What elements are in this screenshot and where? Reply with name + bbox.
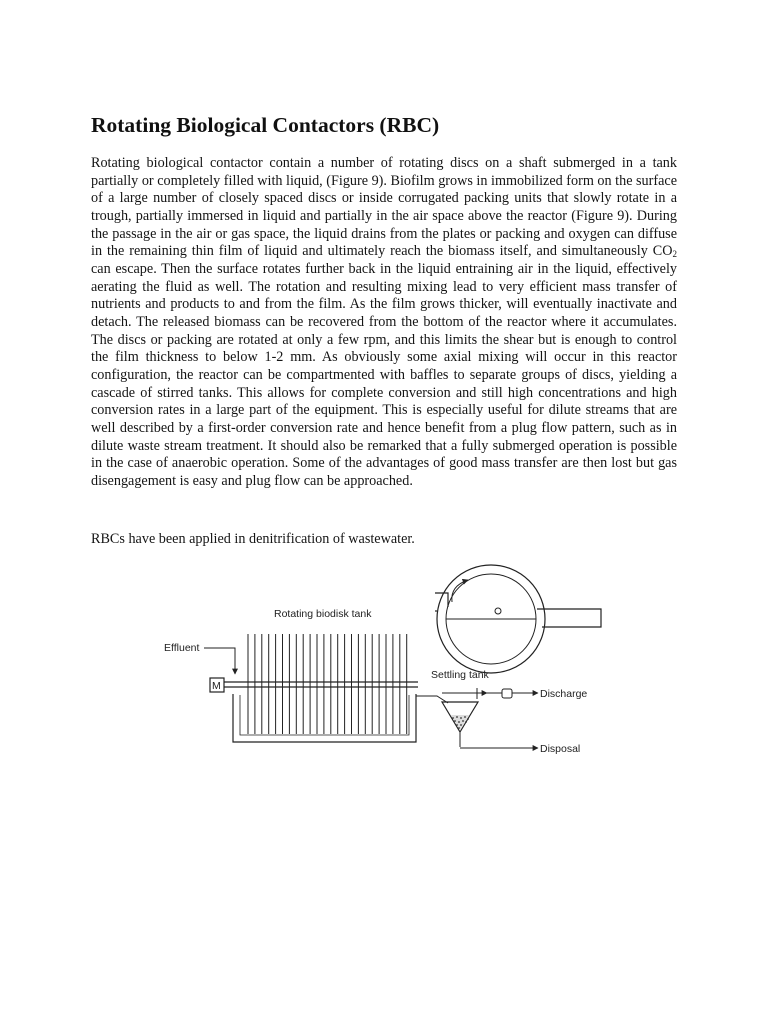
co2-subscript: 2	[672, 249, 677, 260]
settling-tank-label: Settling tank	[431, 669, 489, 681]
sediment-dot	[456, 724, 458, 726]
sediment-dot	[458, 727, 460, 729]
sediment-dot	[452, 717, 454, 719]
disc-cross-section	[435, 565, 601, 673]
sediment-dot	[456, 716, 458, 718]
sediment-dot	[465, 721, 467, 723]
sediment-dot	[467, 718, 469, 720]
disposal-label: Disposal	[540, 743, 581, 755]
shaft	[224, 682, 418, 687]
sediment-dot	[454, 720, 456, 722]
sediment-dot	[460, 724, 462, 726]
discharge-label: Discharge	[540, 688, 588, 700]
sediment-dot	[464, 716, 466, 718]
paragraph-text-part2: can escape. Then the surface rotates further back in the liquid entraining air in the liquid, effectively aerating the fluid as well. The rotation and resulting mixing lead to very efficient mass transfer of nutrients and products to and from the film. As the film grows thicker, will eventually inactivate and detach. The released biomass can be recovered from the bottom of the reactor where it accumulates. The discs or packing are rotated at only a few rpm, and this limits the shear but is enough to control the film thickness to below 1-2 mm. As obviously some axial mixing will occur in this reactor configuration, the reactor can be compartmented with baffles to separate groups of discs, yielding a cascade of stirred tanks. This allows for complete conversion and still high concentrations and high conversion rates in a large part of the equipment. This is especially useful for dilute streams that are well described by a first-order conversion rate and hence benefit from a plug flow pattern, such as in dilute waste stream treatment. It should also be remarked that a fully submerged operation is possible in the case of anaerobic operation. Some of the advantages of good mass transfer are then lost but gas disengagement is easy and plug flow can be approached.	[91, 260, 677, 489]
rbc-diagram	[150, 562, 620, 762]
effluent-arrow	[204, 648, 235, 674]
discharge-line	[442, 688, 538, 699]
effluent-label: Effluent	[164, 642, 200, 654]
sediment-dot	[460, 717, 462, 719]
biodisk-tank	[233, 694, 416, 742]
motor-label: M	[212, 680, 221, 692]
motor	[210, 678, 224, 692]
settling-tank	[442, 702, 478, 747]
second-paragraph: RBCs have been applied in denitrification of wastewater.	[91, 531, 415, 547]
sediment-dot	[458, 721, 460, 723]
tank-label: Rotating biodisk tank	[274, 608, 372, 620]
body-paragraph	[91, 155, 677, 490]
rotating-discs	[248, 634, 407, 734]
page-title: Rotating Biological Contactors (RBC)	[91, 113, 440, 137]
rbc-diagram-figure	[150, 562, 620, 762]
paragraph-text-part1: Rotating biological contactor contain a number of rotating discs on a shaft submerged in a tank partially or completely filled with liquid, (Figure 9). Biofilm grows in immobilized form on the surface of a large number of closely spaced discs or inside corrugated packing units that slowly rotate in a trough, partially immersed in liquid and partially in the air space above the reactor (Figure 9). During the passage in the air or gas space, the liquid drains from the plates or packing and oxygen can diffuse in the remaining thin film of liquid and ultimately reach the biomass itself, and simultaneously CO	[91, 155, 677, 260]
sediment-dot	[462, 720, 464, 722]
